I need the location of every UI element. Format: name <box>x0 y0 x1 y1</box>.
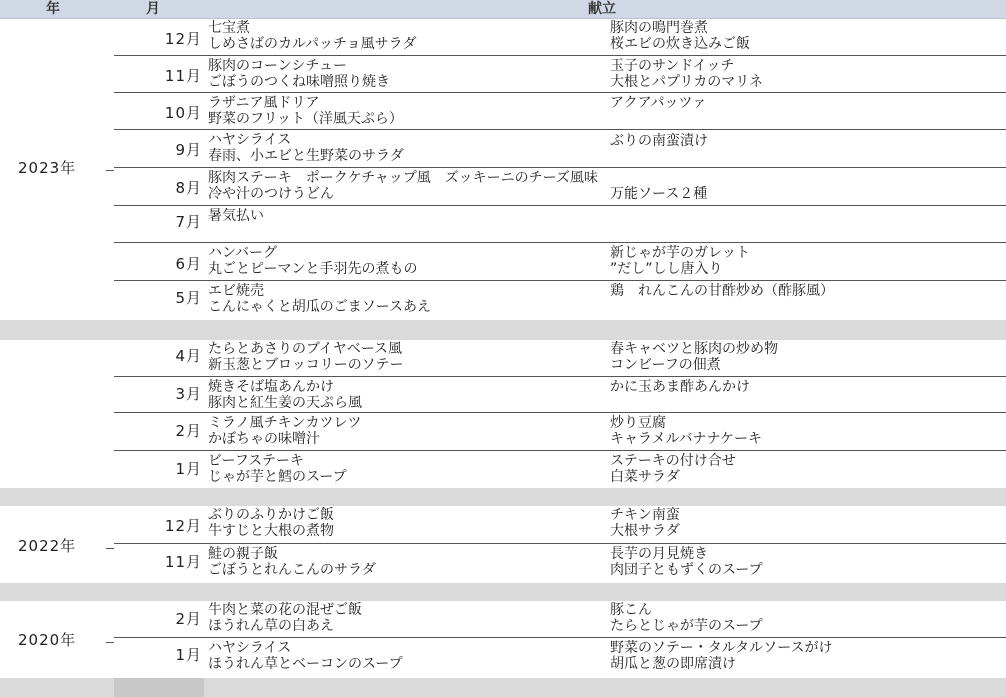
menu-item: ラザニア風ドリア <box>208 95 320 111</box>
menu-item: 万能ソース２種 <box>610 186 708 202</box>
menu-item: 豚こん <box>610 602 652 618</box>
menu-item: ごぼうとれんこんのサラダ <box>208 562 376 578</box>
menu-item: 野菜のソテー・タルタルソースがけ <box>610 640 833 656</box>
month-label: 10月 <box>164 104 202 122</box>
menu-item: 春キャベツと豚肉の炒め物 <box>610 341 778 357</box>
section-divider <box>0 320 1006 340</box>
menu-item: 冷や汁のつけうどん <box>208 186 334 202</box>
menu-item: チキン南蛮 <box>610 507 680 523</box>
table-header <box>0 0 1006 19</box>
menu-item: コンビーフの佃煮 <box>610 357 721 373</box>
menu-item: 焼きそば塩あんかけ <box>208 379 334 395</box>
menu-item: ミラノ風チキンカツレツ <box>208 415 362 431</box>
table-row <box>114 414 1006 451</box>
menu-item: たらとじゃが芋のスープ <box>610 618 763 634</box>
menu-item: 長芋の月見焼き <box>610 546 708 562</box>
month-label: 11月 <box>164 67 202 85</box>
menu-item: 野菜のフリット（洋風天ぷら） <box>208 111 403 127</box>
menu-item: ぶりのふりかけご飯 <box>208 507 334 523</box>
menu-item: かぼちゃの味噌汁 <box>208 431 320 447</box>
table-row <box>114 207 1006 243</box>
month-label: 7月 <box>175 213 202 231</box>
year-connector <box>106 170 114 171</box>
menu-item: 豚肉のコーンシチュー <box>208 58 347 74</box>
month-label: 2月 <box>175 610 202 628</box>
menu-item: ステーキの付け合せ <box>610 453 736 469</box>
month-label: 12月 <box>164 30 202 48</box>
menu-item: 豚肉の鳴門巻煮 <box>610 20 708 36</box>
year-label: 2023年 <box>18 159 77 177</box>
menu-item: 大根サラダ <box>610 523 680 539</box>
menu-item: 牛すじと大根の煮物 <box>208 523 334 539</box>
menu-item: ほうれん草の白あえ <box>208 618 334 634</box>
month-label: 6月 <box>175 255 202 273</box>
menu-item: しめさばのカルパッチョ風サラダ <box>208 36 417 52</box>
table-row <box>114 57 1006 93</box>
menu-item: ほうれん草とベーコンのスープ <box>208 656 403 672</box>
menu-item: 鶏 れんこんの甘酢炒め（酢豚風） <box>610 283 834 299</box>
section-divider <box>0 488 1006 506</box>
table-row <box>114 131 1006 168</box>
menu-item: ハンバーグ <box>208 245 278 261</box>
menu-item: エビ焼売 <box>208 283 264 299</box>
month-label: 9月 <box>175 141 202 159</box>
table-row <box>114 506 1006 544</box>
menu-item: ”だし”しし唐入り <box>610 261 723 277</box>
menu-item: かに玉あま酢あんかけ <box>610 379 750 395</box>
menu-item: ぶりの南蛮漬け <box>610 133 708 149</box>
menu-item: ハヤシライス <box>208 132 292 148</box>
menu-item: 胡瓜と葱の即席漬け <box>610 656 736 672</box>
menu-item: 七宝煮 <box>208 20 250 36</box>
table-row <box>114 378 1006 413</box>
menu-item: ビーフステーキ <box>208 453 304 469</box>
menu-item: ごぼうのつくね味噌照り焼き <box>208 74 390 90</box>
year-label: 2020年 <box>18 631 77 649</box>
table-row <box>114 545 1006 583</box>
table-row <box>114 244 1006 281</box>
header-year: 年 <box>46 1 60 17</box>
menu-item: 炒り豆腐 <box>610 415 666 431</box>
menu-item: 暑気払い <box>208 208 264 224</box>
month-label: 1月 <box>175 460 202 478</box>
menu-item: 豚肉と紅生姜の天ぷら風 <box>208 395 362 411</box>
table-row <box>114 94 1006 130</box>
menu-item: ハヤシライス <box>208 640 292 656</box>
menu-item: 春雨、小エビと生野菜のサラダ <box>208 148 404 164</box>
menu-item: 新じゃが芋のガレット <box>610 245 750 261</box>
section-divider <box>0 583 1006 601</box>
month-label: 1月 <box>175 646 202 664</box>
menu-item: たらとあさりのブイヤベース風 <box>208 341 403 357</box>
month-label: 11月 <box>164 553 202 571</box>
month-label: 2月 <box>175 422 202 440</box>
month-label: 12月 <box>164 517 202 535</box>
section-divider <box>0 678 1006 697</box>
table-row <box>114 601 1006 638</box>
menu-item: こんにゃくと胡瓜のごまソースあえ <box>208 299 432 315</box>
table-row <box>114 19 1006 56</box>
table-row <box>114 452 1006 488</box>
menu-item: 豚肉ステーキ ポークケチャップ風 ズッキーニのチーズ風味 <box>208 170 598 186</box>
year-connector <box>106 548 114 549</box>
menu-item: 大根とパプリカのマリネ <box>610 74 764 90</box>
month-label: 5月 <box>175 289 202 307</box>
menu-item: 肉団子ともずくのスープ <box>610 562 763 578</box>
header-month: 月 <box>146 1 160 17</box>
menu-item: 牛肉と菜の花の混ぜご飯 <box>208 602 362 618</box>
menu-item: 鮭の親子飯 <box>208 546 278 562</box>
table-row <box>114 639 1006 678</box>
menu-item: 白菜サラダ <box>610 469 680 485</box>
menu-item: キャラメルバナナケーキ <box>610 431 763 447</box>
month-label: 3月 <box>175 385 202 403</box>
year-connector <box>106 642 114 643</box>
month-label: 4月 <box>175 347 202 365</box>
year-label: 2022年 <box>18 537 77 555</box>
menu-item: 新玉葱とブロッコリーのソテー <box>208 357 404 373</box>
menu-item: 桜エビの炊き込みご飯 <box>610 36 750 52</box>
table-row <box>114 169 1006 206</box>
header-menu: 献立 <box>588 1 616 17</box>
menu-item: 丸ごとピーマンと手羽先の煮もの <box>208 261 418 277</box>
table-row <box>114 340 1006 377</box>
month-label: 8月 <box>175 179 202 197</box>
menu-item: 玉子のサンドイッチ <box>610 58 735 74</box>
table-row <box>114 282 1006 320</box>
menu-item: アクアパッツァ <box>610 95 707 111</box>
menu-item: じゃが芋と鱈のスープ <box>208 469 347 485</box>
